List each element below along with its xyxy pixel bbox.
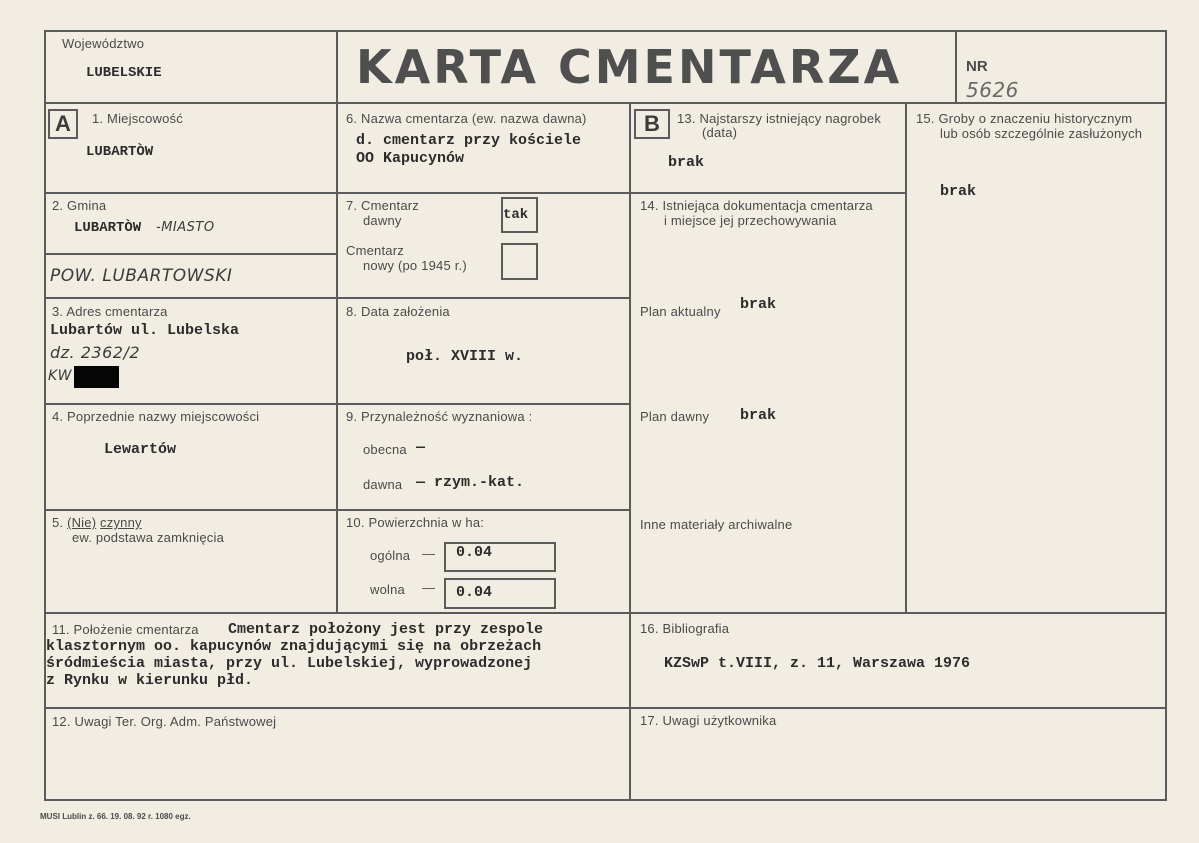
divider-col1 (336, 30, 338, 612)
line-c2-2 (336, 297, 629, 299)
line-c1-5 (44, 509, 336, 511)
f10-total-dash: — (422, 546, 436, 561)
f11-value-4: z Rynku w kierunku płd. (46, 672, 254, 689)
f5-label: 5. (Nie) czynny (52, 515, 142, 530)
f2-value: LUBARTÒW (74, 220, 142, 236)
f9-former-label: dawna (363, 477, 403, 492)
f1-value: LUBARTÒW (86, 144, 154, 160)
nr-label: NR (966, 58, 988, 75)
f7b-label-2: nowy (po 1945 r.) (363, 258, 467, 273)
f8-label: 8. Data założenia (346, 304, 450, 319)
line-lower-top (44, 612, 1167, 614)
card-title: KARTA CMENTARZA (356, 40, 903, 94)
line-c2-4 (336, 509, 629, 511)
plan-current-value: brak (740, 296, 777, 313)
line-c3-1 (629, 192, 905, 194)
voivodeship-value: LUBELSKIE (86, 65, 162, 81)
f15-label-1: 15. Groby o znaczeniu historycznym (916, 111, 1133, 126)
plan-former-value: brak (740, 407, 777, 424)
f3-value: Lubartów ul. Lubelska (50, 322, 240, 339)
section-b-marker: B (634, 109, 670, 139)
f15-label-2: lub osób szczególnie zasłużonych (940, 126, 1143, 141)
section-a-marker: A (48, 109, 78, 139)
nr-value: 5626 (966, 78, 1019, 102)
plan-current-label: Plan aktualny (640, 304, 721, 319)
f14-label-2: i miejsce jej przechowywania (664, 213, 837, 228)
f3-label: 3. Adres cmentarza (52, 304, 168, 319)
print-info: MUSI Lublin z. 66. 19. 08. 92 r. 1080 egz. (40, 812, 191, 821)
f2-label: 2. Gmina (52, 198, 107, 213)
divider-col3 (905, 102, 907, 612)
f11-value-1: Cmentarz położony jest przy zespole (228, 621, 544, 638)
plan-former-label: Plan dawny (640, 409, 710, 424)
powiat-handwritten: POW. LUBARTOWSKI (50, 266, 233, 286)
f10-free-value: 0.04 (456, 584, 493, 601)
f14-label-1: 14. Istniejąca dokumentacja cmentarza (640, 198, 873, 213)
f6-label: 6. Nazwa cmentarza (ew. nazwa dawna) (346, 111, 587, 126)
f11-value-3: śródmieścia miasta, przy ul. Lubelskiej, wyprowadzonej (46, 655, 533, 672)
f3-parcel: dz. 2362/2 (50, 343, 141, 362)
f11-value-2: klasztornym oo. kapucynów znajdującymi się na obrzeżach (46, 638, 542, 655)
line-c2-3 (336, 403, 629, 405)
f13-label-1: 13. Najstarszy istniejący nagrobek (677, 111, 882, 126)
f12-label: 12. Uwagi Ter. Org. Adm. Państwowej (52, 714, 277, 729)
f16-value: KZSwP t.VIII, z. 11, Warszawa 1976 (664, 655, 971, 672)
f15-value: brak (940, 183, 977, 200)
other-materials-label: Inne materiały archiwalne (640, 517, 793, 532)
frame-bottom (44, 799, 1167, 801)
f7-value: tak (503, 207, 529, 223)
frame-right (1165, 30, 1167, 801)
line-c1-4 (44, 403, 336, 405)
line-c1-1 (44, 192, 336, 194)
f3-kw-label: KW (48, 368, 73, 384)
redaction-block (74, 366, 119, 388)
f16-label: 16. Bibliografia (640, 621, 730, 636)
f7b-label-1: Cmentarz (346, 243, 404, 258)
f1-label: 1. Miejscowość (92, 111, 183, 126)
f5-label-rest: czynny (100, 515, 142, 530)
f13-label-2: (data) (702, 125, 738, 140)
f5-label-nie: (Nie) (67, 515, 97, 530)
f8-value: poł. XVIII w. (406, 348, 524, 365)
f4-value: Lewartów (104, 441, 177, 458)
f9-label: 9. Przynależność wyznaniowa : (346, 409, 533, 424)
voivodeship-label: Województwo (62, 36, 145, 51)
f13-value: brak (668, 154, 705, 171)
f2-handwritten: -MIASTO (156, 220, 215, 235)
f17-label: 17. Uwagi użytkownika (640, 713, 777, 728)
line-c2-1 (336, 192, 629, 194)
f7-label-1: 7. Cmentarz (346, 198, 420, 213)
line-lower-mid (44, 707, 1167, 709)
f5-sub: ew. podstawa zamknięcia (72, 530, 225, 545)
f9-current-label: obecna (363, 442, 407, 457)
f7b-checkbox-new[interactable] (501, 243, 538, 280)
f10-total-label: ogólna (370, 548, 411, 563)
divider-col2 (629, 102, 631, 799)
f6-value-1: d. cmentarz przy kościele (356, 132, 582, 149)
f9-former-value: — rzym.-kat. (416, 474, 525, 491)
f10-free-dash: — (422, 580, 436, 595)
divider-nr (955, 30, 957, 103)
frame-top (44, 30, 1167, 32)
f7-label-2: dawny (363, 213, 402, 228)
line-c1-3 (44, 297, 336, 299)
f10-free-label: wolna (370, 582, 405, 597)
f10-label: 10. Powierzchnia w ha: (346, 515, 485, 530)
f6-value-2: OO Kapucynów (356, 150, 465, 167)
f11-label: 11. Położenie cmentarza (52, 622, 199, 637)
f10-total-value: 0.04 (456, 544, 493, 561)
f9-current-value: — (416, 439, 426, 456)
f4-label: 4. Poprzednie nazwy miejscowości (52, 409, 260, 424)
line-c1-2 (44, 253, 336, 255)
header-bottom-line (44, 102, 1167, 104)
